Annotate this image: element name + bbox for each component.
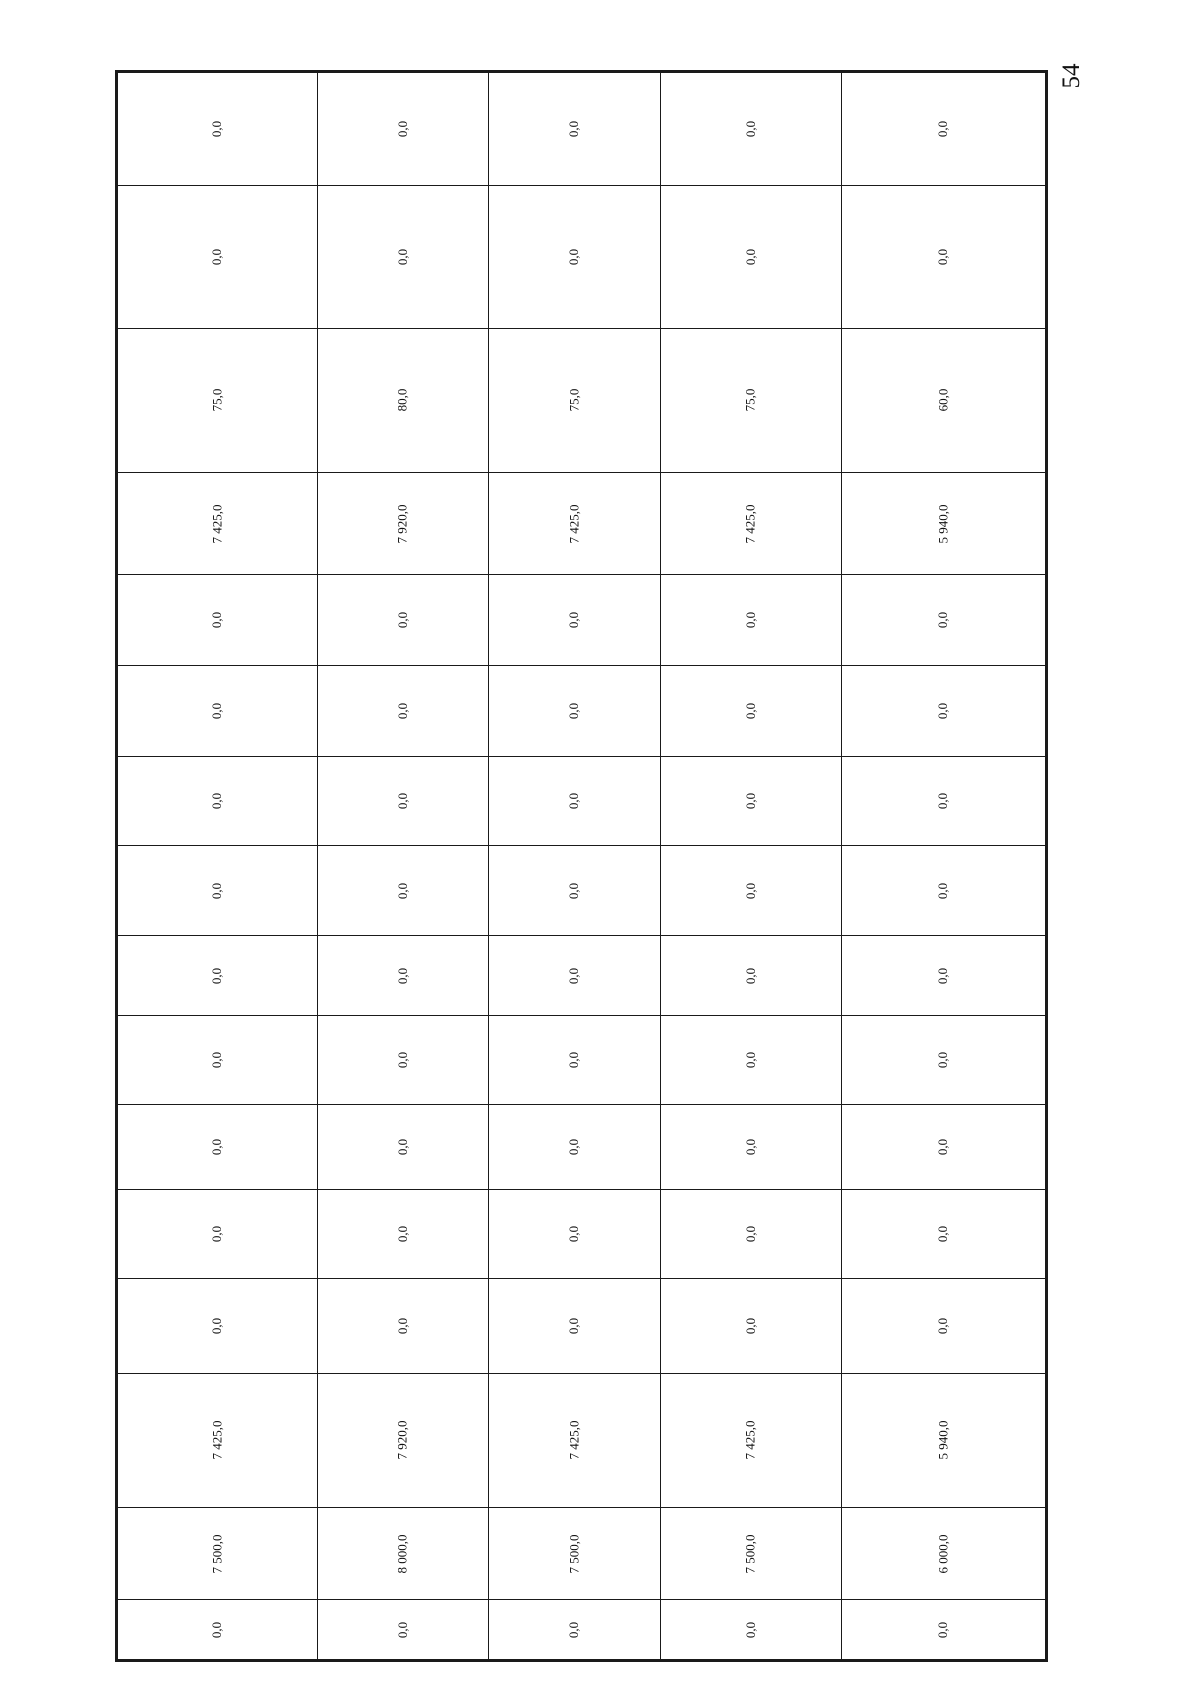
cell-value: 0,0 [394,1317,410,1334]
table-row [118,756,1046,846]
table-cell [118,1104,318,1189]
cell-value: 0,0 [566,1138,582,1155]
cell-value: 0,0 [394,1138,410,1155]
cell-value: 0,0 [209,1138,225,1155]
table-cell [118,73,318,186]
cell-value: 0,0 [209,1225,225,1242]
cell-value: 0,0 [394,1051,410,1068]
cell-value: 7 500,0 [742,1534,758,1573]
table-cell [660,1189,841,1278]
cell-value: 0,0 [742,882,758,899]
cell-value: 60,0 [935,388,951,412]
table-cell [317,1189,489,1278]
table-cell [660,936,841,1016]
cell-value: 0,0 [394,792,410,810]
table-cell [660,1016,841,1105]
table-cell [317,936,489,1016]
cell-value: 0,0 [935,249,951,266]
table-cell [489,1373,661,1507]
table-cell [841,186,1045,329]
table-row [118,666,1046,757]
cell-value: 0,0 [935,121,951,138]
cell-value: 0,0 [394,702,410,720]
table-cell [489,756,661,846]
table-cell [317,472,489,575]
table-cell [660,73,841,186]
cell-value: 0,0 [742,1138,758,1155]
table-cell [317,329,489,473]
cell-value: 7 425,0 [209,504,225,543]
cell-value: 0,0 [935,882,951,899]
table-cell [841,1600,1045,1660]
cell-value: 0,0 [566,1317,582,1334]
cell-value: 75,0 [209,388,225,412]
cell-value: 0,0 [742,121,758,138]
table-cell [317,1600,489,1660]
cell-value: 0,0 [394,249,410,266]
cell-value: 0,0 [209,702,225,720]
cell-value: 0,0 [566,1051,582,1068]
cell-value: 0,0 [935,702,951,720]
cell-value: 5 940,0 [935,1420,951,1460]
table-cell [489,1278,661,1373]
cell-value: 0,0 [935,967,951,984]
table-cell [489,575,661,666]
cell-value: 0,0 [566,967,582,984]
cell-value: 8 000,0 [394,1534,410,1573]
table-cell [118,1373,318,1507]
table-cell [660,472,841,575]
cell-value: 7 425,0 [566,504,582,543]
table-row [118,936,1046,1016]
cell-value: 0,0 [566,702,582,720]
table-row [118,575,1046,666]
cell-value: 0,0 [742,1621,758,1638]
table-cell [841,1016,1045,1105]
table-cell [118,936,318,1016]
table-row [118,1600,1046,1660]
cell-value: 0,0 [742,1051,758,1068]
table-row [118,846,1046,936]
cell-value: 0,0 [566,1621,582,1638]
cell-value: 0,0 [935,1621,951,1638]
table-cell [317,666,489,757]
table-row [118,1373,1046,1507]
cell-value: 0,0 [209,121,225,138]
cell-value: 0,0 [742,702,758,720]
cell-value: 0,0 [394,967,410,984]
table-row [118,1189,1046,1278]
table-row [118,73,1046,186]
cell-value: 0,0 [742,967,758,984]
table-cell [317,1016,489,1105]
cell-value: 0,0 [742,249,758,266]
cell-value: 0,0 [209,1051,225,1068]
cell-value: 0,0 [935,1317,951,1334]
cell-value: 7 500,0 [566,1534,582,1573]
table-cell [841,472,1045,575]
table-cell [841,73,1045,186]
table-cell [660,1278,841,1373]
table-cell [118,666,318,757]
table-cell [317,1104,489,1189]
cell-value: 7 425,0 [209,1420,225,1460]
table-cell [489,846,661,936]
table-cell [841,1189,1045,1278]
table-cell [489,1189,661,1278]
table-cell [489,1600,661,1660]
cell-value: 0,0 [935,1225,951,1242]
table-cell [660,186,841,329]
cell-value: 80,0 [394,388,410,412]
table-cell [841,666,1045,757]
cell-value: 0,0 [394,882,410,899]
cell-value: 0,0 [742,1225,758,1242]
cell-value: 7 425,0 [566,1420,582,1460]
table-cell [317,1507,489,1600]
cell-value: 0,0 [566,1225,582,1242]
data-table [117,72,1046,1660]
cell-value: 0,0 [394,1621,410,1638]
cell-value: 0,0 [566,882,582,899]
table-cell [118,1278,318,1373]
cell-value: 0,0 [394,121,410,138]
cell-value: 7 425,0 [742,504,758,543]
table-row [118,329,1046,473]
table-cell [489,1507,661,1600]
table-cell [118,756,318,846]
table-cell [317,186,489,329]
table-cell [489,1104,661,1189]
table-row [118,1016,1046,1105]
cell-value: 0,0 [566,121,582,138]
table-cell [660,575,841,666]
cell-value: 0,0 [566,792,582,810]
table-cell [841,936,1045,1016]
cell-value: 0,0 [742,1317,758,1334]
table-cell [841,329,1045,473]
table-cell [489,73,661,186]
cell-value: 0,0 [935,1051,951,1068]
cell-value: 0,0 [209,1621,225,1638]
table-cell [118,1016,318,1105]
table-cell [841,1104,1045,1189]
cell-value: 0,0 [209,1317,225,1334]
table-row [118,472,1046,575]
table-cell [660,846,841,936]
cell-value: 0,0 [209,792,225,810]
table-cell [118,1189,318,1278]
cell-value: 7 920,0 [394,1420,410,1460]
table-cell [660,1507,841,1600]
table-cell [841,846,1045,936]
table-cell [841,1373,1045,1507]
table-cell [489,329,661,473]
table-cell [118,186,318,329]
cell-value: 7 500,0 [209,1534,225,1573]
table-cell [317,575,489,666]
table-row [118,1507,1046,1600]
cell-value: 0,0 [209,612,225,629]
table-cell [660,1600,841,1660]
cell-value: 5 940,0 [935,504,951,543]
table-cell [841,1507,1045,1600]
table-cell [317,73,489,186]
data-table-frame [115,70,1048,1662]
cell-value: 0,0 [394,612,410,629]
page-number: 54 [1058,63,1085,89]
cell-value: 7 920,0 [394,504,410,543]
table-cell [841,575,1045,666]
table-cell [841,756,1045,846]
cell-value: 0,0 [742,792,758,810]
cell-value: 6 000,0 [935,1534,951,1573]
cell-value: 75,0 [742,388,758,412]
table-row [118,186,1046,329]
table-cell [841,1278,1045,1373]
table-cell [660,666,841,757]
cell-value: 0,0 [566,249,582,266]
table-cell [118,575,318,666]
table-cell [118,846,318,936]
table-cell [118,1507,318,1600]
table-row [118,1104,1046,1189]
cell-value: 0,0 [935,1138,951,1155]
cell-value: 0,0 [209,967,225,984]
cell-value: 75,0 [566,388,582,412]
table-cell [317,1278,489,1373]
table-cell [660,1373,841,1507]
cell-value: 0,0 [566,612,582,629]
table-cell [317,846,489,936]
table-cell [660,756,841,846]
cell-value: 0,0 [209,882,225,899]
table-cell [118,1600,318,1660]
table-cell [118,329,318,473]
table-cell [489,186,661,329]
cell-value: 0,0 [209,249,225,266]
cell-value: 0,0 [935,612,951,629]
cell-value: 0,0 [394,1225,410,1242]
table-cell [660,329,841,473]
table-cell [118,472,318,575]
table-cell [660,1104,841,1189]
table-cell [489,936,661,1016]
table-cell [317,1373,489,1507]
cell-value: 7 425,0 [742,1420,758,1460]
table-row [118,1278,1046,1373]
cell-value: 0,0 [742,612,758,629]
cell-value: 0,0 [935,792,951,810]
table-cell [489,472,661,575]
table-cell [489,1016,661,1105]
table-cell [317,756,489,846]
table-cell [489,666,661,757]
